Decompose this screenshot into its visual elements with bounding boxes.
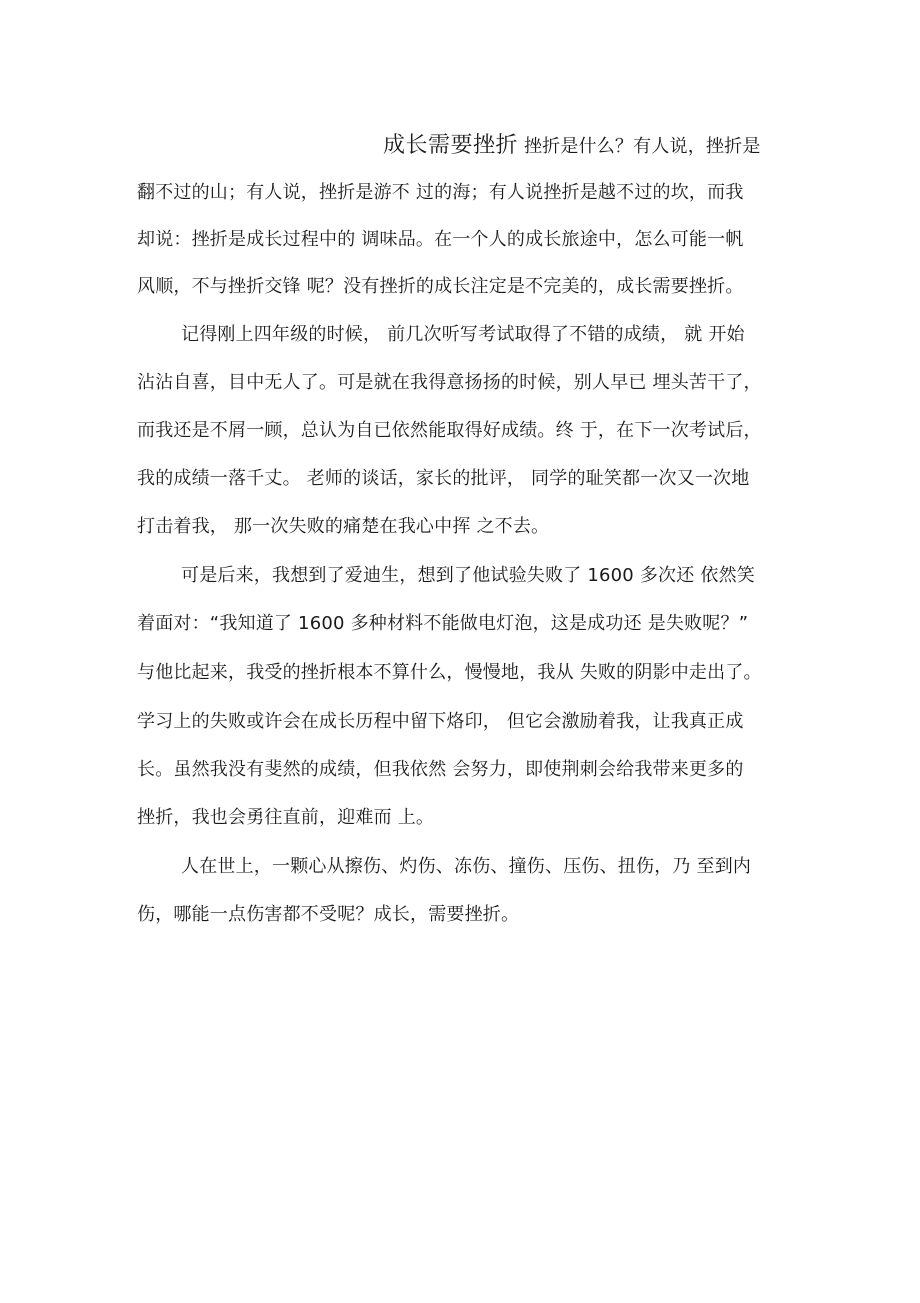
paragraph-2-line-5: 打击着我， 那一次失败的痛楚在我心中挥 之不去。 — [137, 516, 550, 537]
paragraph-4-line-1: 人在世上，一颗心从擦伤、灼伤、冻伤、撞伤、压伤、扭伤，乃 至到内 — [181, 856, 752, 877]
paragraph-3-line-2: 着面对：“我知道了 1600 多种材料不能做电灯泡，这是成功还 是失败呢？” — [137, 613, 749, 634]
paragraph-3-line-1: 可是后来，我想到了爱迪生，想到了他试验失败了 1600 多次还 依然笑 — [181, 565, 755, 586]
paragraph-2-line-2: 沾沾自喜，目中无人了。可是就在我得意扬扬的时候，别人早已 埋头苦干了， — [137, 372, 762, 393]
paragraph-1-line-1: 挫折是什么？有人说，挫折是 — [523, 136, 761, 157]
document-title: 成长需要挫折 — [383, 133, 519, 158]
paragraph-4-line-2: 伤，哪能一点伤害都不受呢？成长，需要挫折。 — [137, 904, 520, 925]
paragraph-3-line-5: 长。虽然我没有斐然的成绩，但我依然 会努力，即使荆刺会给我带来更多的 — [137, 759, 744, 780]
paragraph-1-line-3: 却说：挫折是成长过程中的 调味品。在一个人的成长旅途中，怎么可能一帆 — [137, 229, 744, 250]
paragraph-1-line-2: 翻不过的山；有人说，挫折是游不 过的海；有人说挫折是越不过的坎，而我 — [137, 182, 744, 203]
paragraph-3-line-6: 挫折，我也会勇往直前，迎难而 上。 — [137, 807, 435, 828]
paragraph-2-line-3: 而我还是不屑一顾，总认为自已依然能取得好成绩。终 于，在下一次考试后， — [137, 420, 762, 441]
title-line — [383, 134, 787, 158]
paragraph-1-line-4: 风顺，不与挫折交锋 呢？没有挫折的成长注定是不完美的，成长需要挫折。 — [137, 276, 744, 297]
paragraph-2-line-1: 记得刚上四年级的时候， 前几次听写考试取得了不错的成绩， 就 开始 — [181, 324, 745, 345]
paragraph-3-line-3: 与他比起来，我受的挫折根本不算什么，慢慢地，我从 失败的阴影中走出了。 — [137, 662, 762, 683]
paragraph-3-line-4: 学习上的失败或许会在成长历程中留下烙印， 但它会激励着我，让我真正成 — [137, 711, 744, 732]
paragraph-2-line-4: 我的成绩一落千丈。 老师的谈话，家长的批评， 同学的耻笑都一次又一次地 — [137, 468, 750, 489]
